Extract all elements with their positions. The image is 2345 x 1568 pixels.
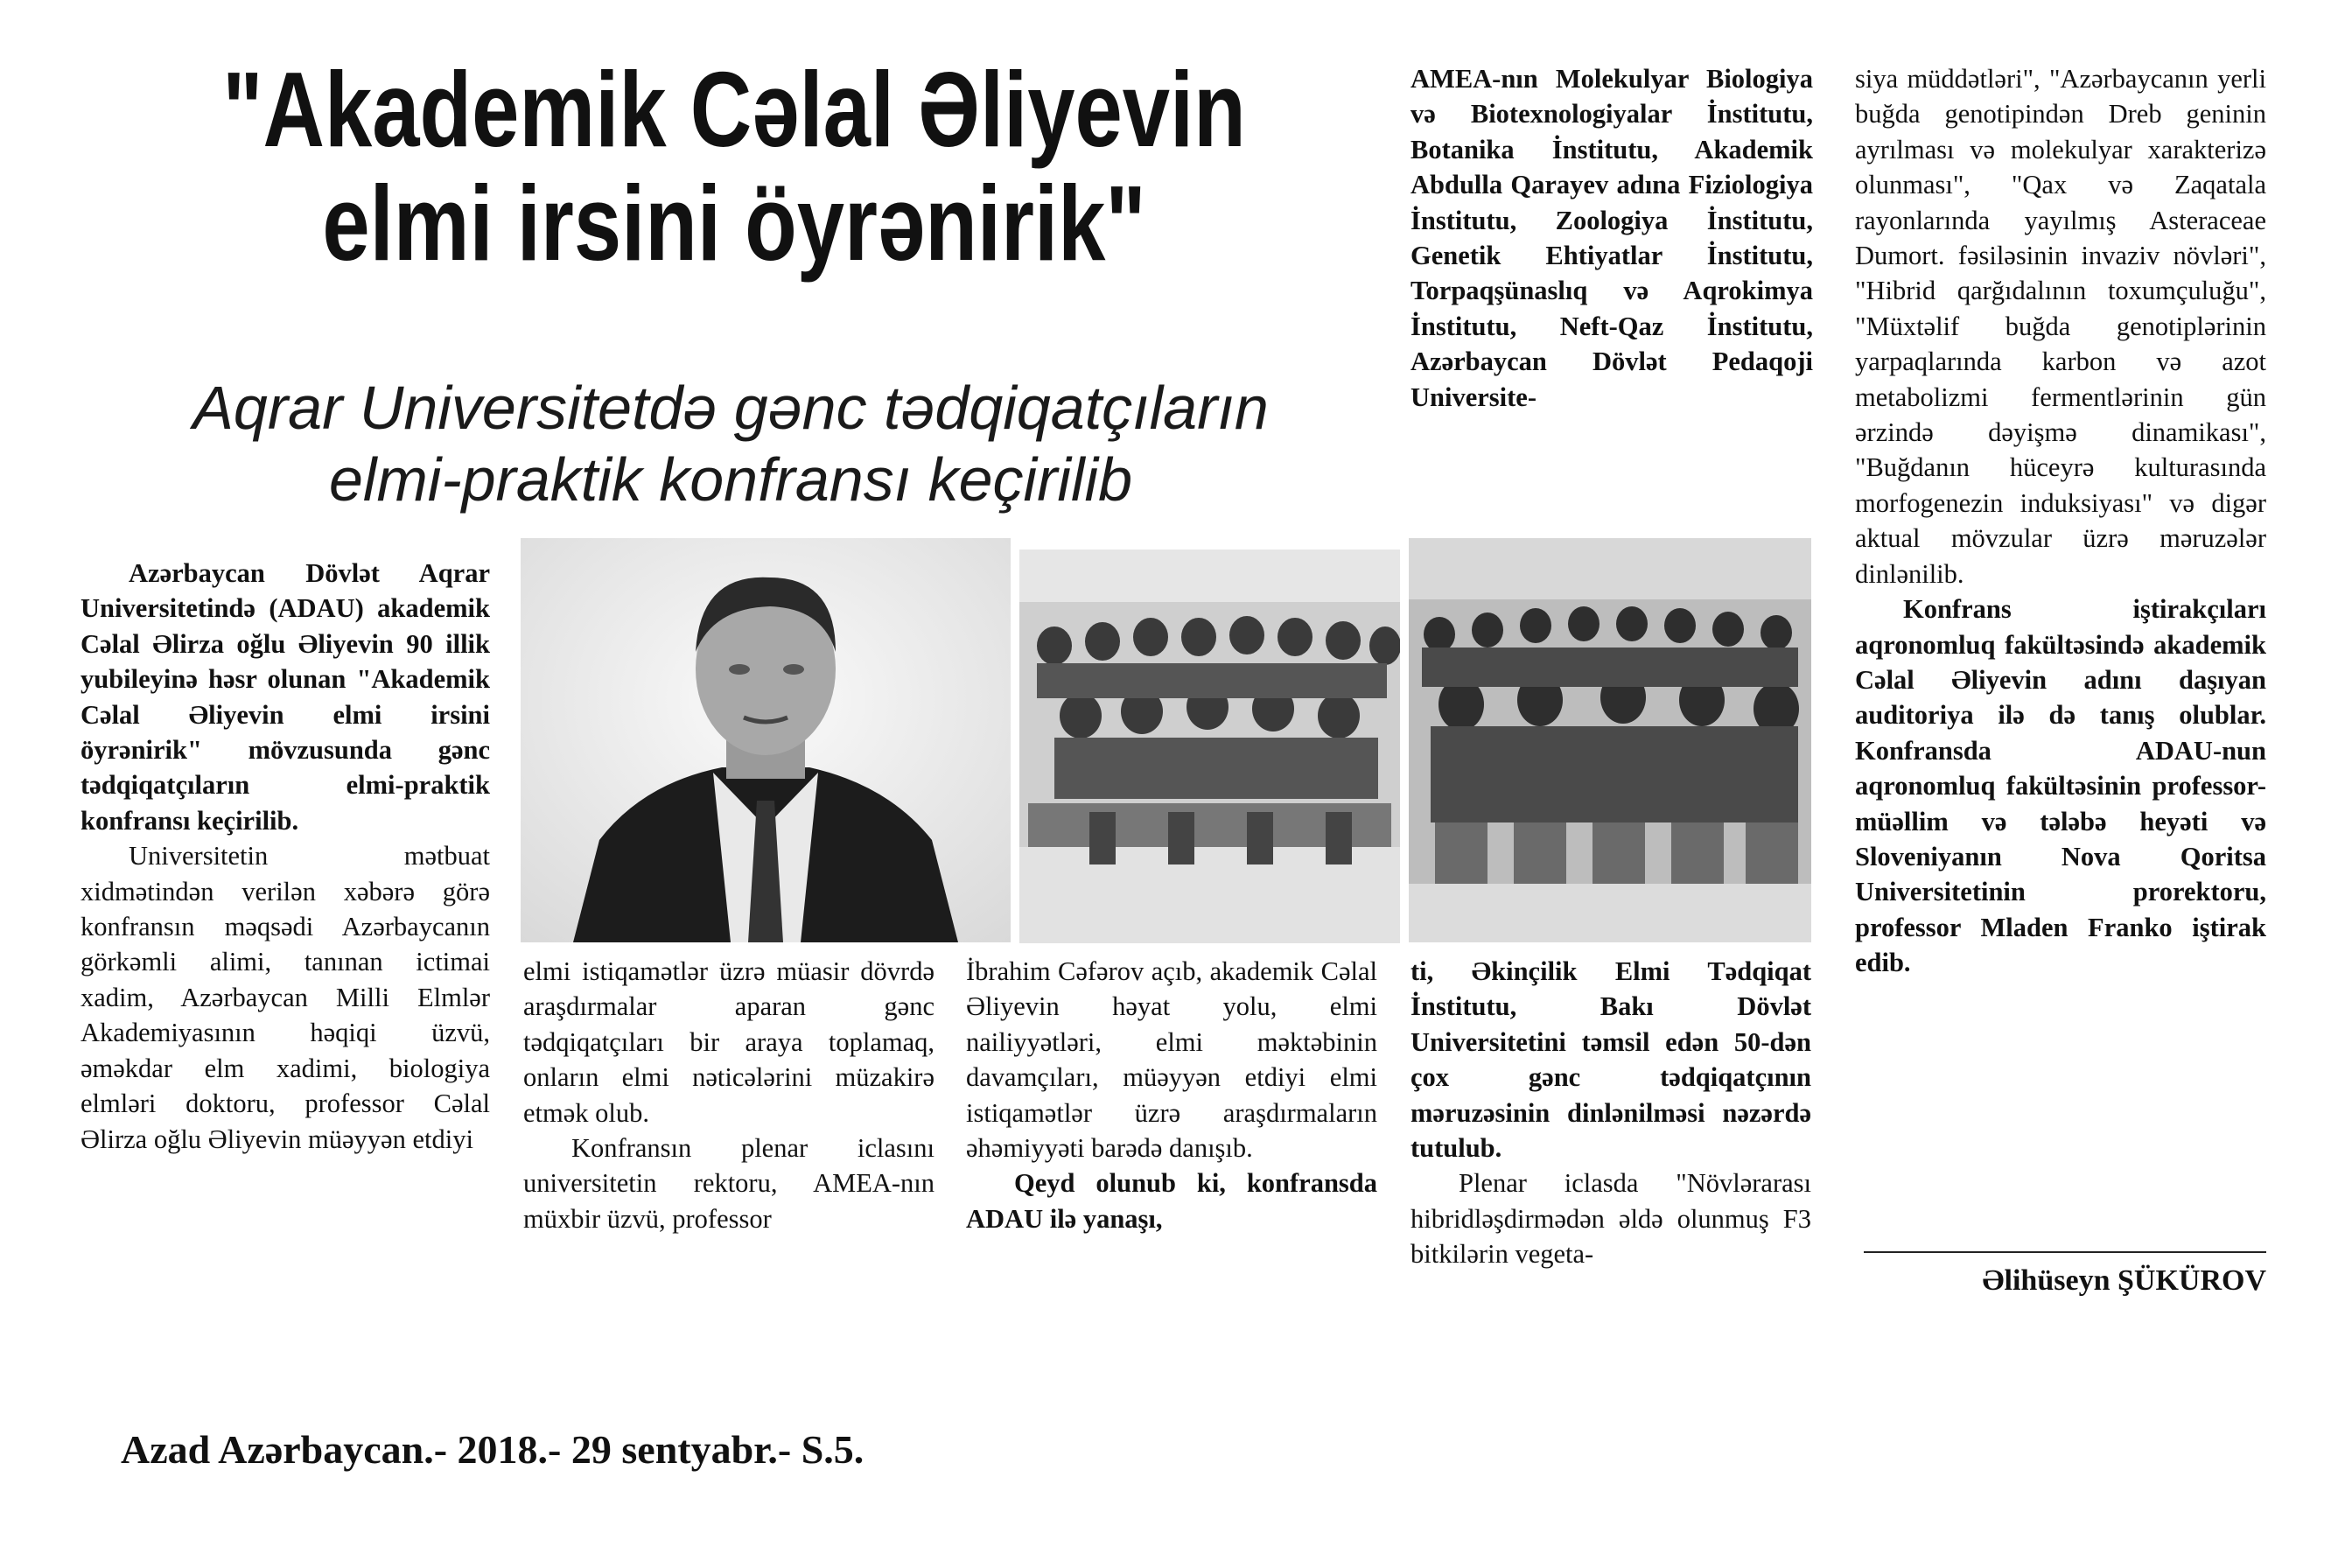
body-paragraph: elmi istiqamətlər üzrə müasir dövrdə araşdırmalar aparan gənc tədqiqatçıları bir araya toplamaq, onların elmi nəticələrini müzakirə etmək olub.: [523, 956, 934, 1128]
column-4-top: [1410, 61, 1813, 415]
body-paragraph-bold: Qeyd olunub ki, konfransda ADAU ilə yanaşı,: [966, 1168, 1377, 1234]
body-paragraph-bold: AMEA-nın Molekulyar Biologiya və Biotexnologiyalar İnstitutu, Botanika İnstitutu, Akademik Abdulla Qarayev adına Fiziologiya İnstitutu, Zoologiya İnstitutu, Genetik Ehtiyatlar İnstitutu, Torpaqşünaslıq və Aqrokimya İnstitutu, Neft-Qaz İnstitutu, Azərbaycan Dövlət Pedaqoji Universite-: [1410, 64, 1813, 412]
source-citation: Azad Azərbaycan.- 2018.- 29 sentyabr.- S.5.: [121, 1427, 864, 1472]
author-byline: Əlihüseyn ŞÜKÜROV: [1982, 1264, 2266, 1297]
body-paragraph: siya müddətləri", "Azərbaycanın yerli buğda genotipindən Dreb geninin ayrılması və molekulyar xarakterizə olunması", "Qax və Zaqatala rayonlarında yayılmış Asteraceae Dumort. fəsiləsinin invaziv növləri", "Hibrid qarğıdalının toxumçuluğu", "Müxtəlif buğda genotiplərinin yarpaqlarında karbon və azot metabolizmi fermentlərinin gün ərzində dəyişmə dinamikası", "Buğdanın hüceyrə kulturasında morfogenezin induksiyası" və digər aktual mövzular üzrə məruzələr dinlənilib.: [1855, 64, 2266, 589]
headline-line-2: elmi irsini öyrənirik": [322, 164, 1146, 283]
column-3: [966, 954, 1377, 1236]
headline: [83, 50, 1385, 283]
subheadline-line-1: Aqrar Universitetdə gənc tədqiqatçıların: [192, 374, 1269, 442]
portrait-photo: [521, 538, 1011, 942]
column-1: [80, 556, 490, 1157]
body-paragraph-bold: ti, Əkinçilik Elmi Tədqiqat İnstitutu, Bakı Dövlət Universitetini təmsil edən 50-dən çox gənc tədqiqatçının məruzəsinin dinlənilməsi nəzərdə tutulub.: [1410, 956, 1811, 1164]
subheadline-line-2: elmi-praktik konfransı keçirilib: [328, 445, 1133, 514]
body-paragraph: Universitetin mətbuat xidmətindən verilən xəbərə görə konfransın məqsədi Azərbaycanın görkəmli alimi, tanınan ictimai xadim, Azərbaycan Milli Elmlər Akademiyasının həqiqi üzvü, əməkdar elm xadimi, biologiya elmləri doktoru, professor Cəlal Əlirza oğlu Əliyevin müəyyən etdiyi: [80, 841, 490, 1154]
body-paragraph: Konfransın plenar iclasını universitetin rektoru, AMEA-nın müxbir üzvü, professor: [523, 1133, 934, 1234]
column-4-bottom: [1410, 954, 1811, 1272]
body-paragraph: Plenar iclasda "Növlərarası hibridləşdirmədən əldə olunmuş F3 bitkilərin vegeta-: [1410, 1168, 1811, 1270]
body-paragraph: İbrahim Cəfərov açıb, akademik Cəlal Əliyevin həyat yolu, elmi nailiyyətləri, elmi məktəbinin davamçıları, müəyyən etdiyi elmi istiqamətlər üzrə araşdırmaların əhəmiyyəti barədə danışıb.: [966, 956, 1377, 1164]
audience-photo-2: [1409, 538, 1811, 942]
column-2: [523, 954, 934, 1236]
subheadline: [88, 372, 1374, 515]
author-rule: [1864, 1251, 2266, 1253]
audience-photo-1: [1019, 550, 1400, 943]
headline-line-1: "Akademik Cəlal Əliyevin: [222, 50, 1246, 169]
body-paragraph-bold: Konfrans iştirakçıları aqronomluq fakültəsində akademik Cəlal Əliyevin adını daşıyan auditoriya ilə də tanış olublar. Konfransda ADAU-nun aqronomluq fakültəsinin professor-müəllim və tələbə heyəti və Sloveniyanın Nova Qoritsa Universitetinin prorektoru, professor Mladen Franko iştirak edib.: [1855, 594, 2266, 978]
column-5: [1855, 61, 2266, 981]
lead-paragraph: Azərbaycan Dövlət Aqrar Universitetində (ADAU) akademik Cəlal Əlirza oğlu Əliyevin 90 illik yubileyinə həsr olunan "Akademik Cəlal Əliyevin elmi irsini öyrənirik" mövzusunda gənc tədqiqatçıların elmi-praktik konfransı keçirilib.: [80, 558, 490, 836]
